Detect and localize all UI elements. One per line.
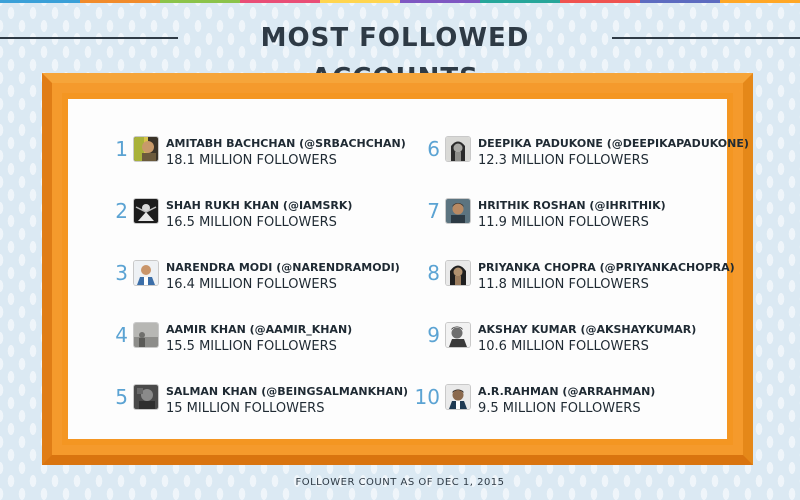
page-title: MOST FOLLOWED <box>260 23 530 53</box>
profile-photo-icon <box>446 137 470 161</box>
account-name: NARENDRA MODI (@NARENDRAMODI) <box>166 261 400 274</box>
header <box>0 18 800 58</box>
profile-photo-icon <box>134 323 158 347</box>
account-name: A.R.RAHMAN (@ARRAHMAN) <box>478 385 656 398</box>
profile-photo-icon <box>446 323 470 347</box>
follower-count: 16.5 MILLION FOLLOWERS <box>166 215 337 230</box>
follower-count: 16.4 MILLION FOLLOWERS <box>166 277 337 292</box>
account-name: DEEPIKA PADUKONE (@DEEPIKAPADUKONE) <box>478 137 749 150</box>
account-name: SHAH RUKH KHAN (@IAMSRK) <box>166 199 353 212</box>
rank-number: 5 <box>115 385 128 409</box>
title-rule-right <box>612 37 800 39</box>
follower-count: 11.9 MILLION FOLLOWERS <box>478 215 649 230</box>
list-item <box>102 385 409 425</box>
profile-photo-icon <box>446 261 470 285</box>
rank-number: 1 <box>115 137 128 161</box>
follower-count: 18.1 MILLION FOLLOWERS <box>166 153 337 168</box>
accounts-board <box>68 99 749 439</box>
list-item <box>102 137 406 177</box>
profile-photo-icon <box>446 199 470 223</box>
list-item <box>102 199 402 239</box>
rank-number: 3 <box>115 261 128 285</box>
follower-count: 9.5 MILLION FOLLOWERS <box>478 401 641 416</box>
account-name: SALMAN KHAN (@BEINGSALMANKHAN) <box>166 385 409 398</box>
profile-photo-icon <box>446 385 470 409</box>
profile-photo-icon <box>134 261 158 285</box>
title-rule-left <box>0 37 178 39</box>
profile-photo-icon <box>134 199 158 223</box>
account-name: AAMIR KHAN (@AAMIR_KHAN) <box>166 323 353 336</box>
list-item <box>414 385 714 425</box>
follower-count: 10.6 MILLION FOLLOWERS <box>478 339 649 354</box>
picture-frame <box>42 73 753 465</box>
follower-count: 11.8 MILLION FOLLOWERS <box>478 277 649 292</box>
rank-number: 10 <box>414 385 440 409</box>
profile-photo-icon <box>134 385 158 409</box>
footnote: FOLLOWER COUNT AS OF DEC 1, 2015 <box>295 477 505 488</box>
account-name: PRIYANKA CHOPRA (@PRIYANKACHOPRA) <box>478 261 735 274</box>
account-name: AMITABH BACHCHAN (@SRBACHCHAN) <box>166 137 406 150</box>
list-item <box>414 261 735 301</box>
profile-photo-icon <box>134 137 158 161</box>
rank-number: 7 <box>427 199 440 223</box>
rank-number: 2 <box>115 199 128 223</box>
follower-count: 12.3 MILLION FOLLOWERS <box>478 153 649 168</box>
frame-mat <box>62 93 749 445</box>
rank-number: 8 <box>427 261 440 285</box>
list-item <box>414 199 714 239</box>
follower-count: 15.5 MILLION FOLLOWERS <box>166 339 337 354</box>
top-color-strip <box>0 0 800 3</box>
account-name: HRITHIK ROSHAN (@IHRITHIK) <box>478 199 666 212</box>
follower-count: 15 MILLION FOLLOWERS <box>166 401 325 416</box>
list-item <box>102 323 402 363</box>
list-item <box>102 261 402 301</box>
list-item <box>414 323 714 363</box>
list-item <box>414 137 749 177</box>
rank-number: 6 <box>427 137 440 161</box>
rank-number: 4 <box>115 323 128 347</box>
account-name: AKSHAY KUMAR (@AKSHAYKUMAR) <box>478 323 697 336</box>
rank-number: 9 <box>427 323 440 347</box>
